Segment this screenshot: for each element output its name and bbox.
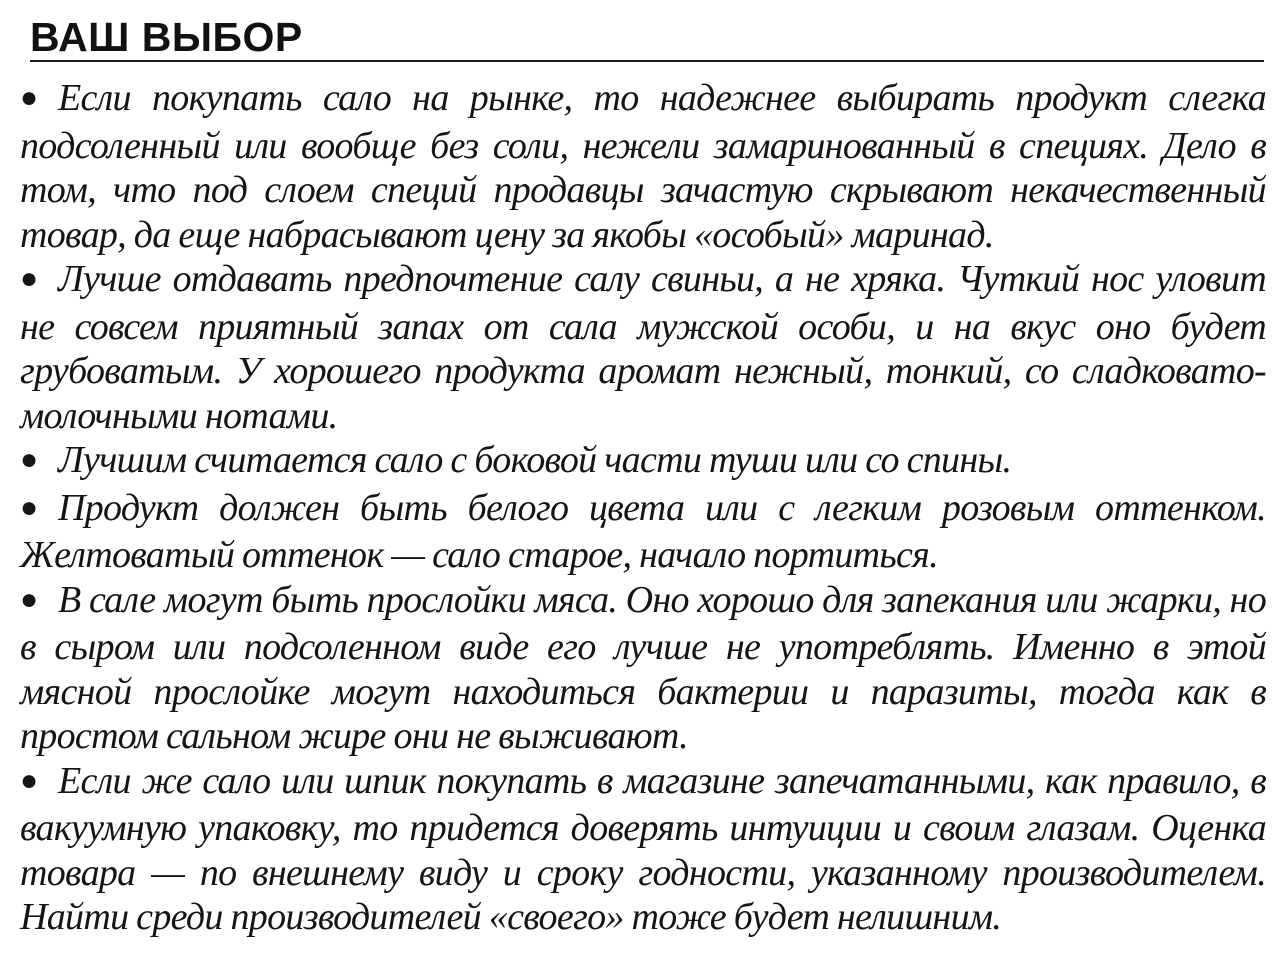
bullet-paragraph: [20, 76, 1266, 257]
paragraph-text: Лучшим считается сало с боковой части туши или со спины.: [58, 439, 1012, 481]
bullet-paragraph: [20, 486, 1266, 578]
bullet-paragraph: [20, 438, 1266, 486]
paragraph-text: Лучше отдавать предпочтение салу свиньи, а не хряка. Чуткий нос уловит не совсем приятный запах от сала мужской особи, и на вкус оно будет грубоватым. У хорошего продукта аромат нежный, тонкий, со сладковато-молочными нотами.: [20, 258, 1266, 437]
paragraph-text: В сале могут быть прослойки мяса. Оно хорошо для запекания или жарки, но в сыром или подсоленном виде его лучше не употреблять. Именно в этой мясной прослойке могут находиться бактерии и паразиты, тогда как в простом сальном жире они не выживают.: [20, 578, 1266, 757]
bullet-icon: ●: [20, 763, 38, 797]
section-heading: ВАШ ВЫБОР: [30, 14, 303, 60]
bullet-paragraph: [20, 257, 1266, 438]
paragraph-text: Если покупать сало на рынке, то надежнее выбирать продукт слегка подсоленный или вообще без соли, нежели замаринованный в специях. Дело в том, что под слоем специй продавцы зачастую скрывают некачественный товар, да еще набрасывают цену за якобы «особый» маринад.: [20, 77, 1266, 256]
bullet-paragraph: [20, 759, 1266, 940]
bullet-icon: ●: [20, 490, 38, 524]
bullet-paragraph: [20, 578, 1266, 759]
bullet-icon: ●: [20, 582, 38, 616]
paragraph-text: Если же сало или шпик покупать в магазине запечатанными, как правило, в вакуумную упаковку, то придется доверять интуиции и своим глазам. Оценка товара — по внешнему виду и сроку годности, указанному производителем. Найти среди производителей «своего» тоже будет нелишним.: [20, 759, 1266, 938]
bullet-icon: ●: [20, 443, 38, 476]
bullet-icon: ●: [20, 81, 38, 114]
article-body: [20, 76, 1266, 940]
bullet-icon: ●: [20, 262, 38, 295]
heading-block: [30, 4, 1264, 62]
paragraph-text: Продукт должен быть белого цвета или с легким розовым оттенком. Желтоватый оттенок — сало старое, начало портиться.: [20, 486, 1266, 576]
